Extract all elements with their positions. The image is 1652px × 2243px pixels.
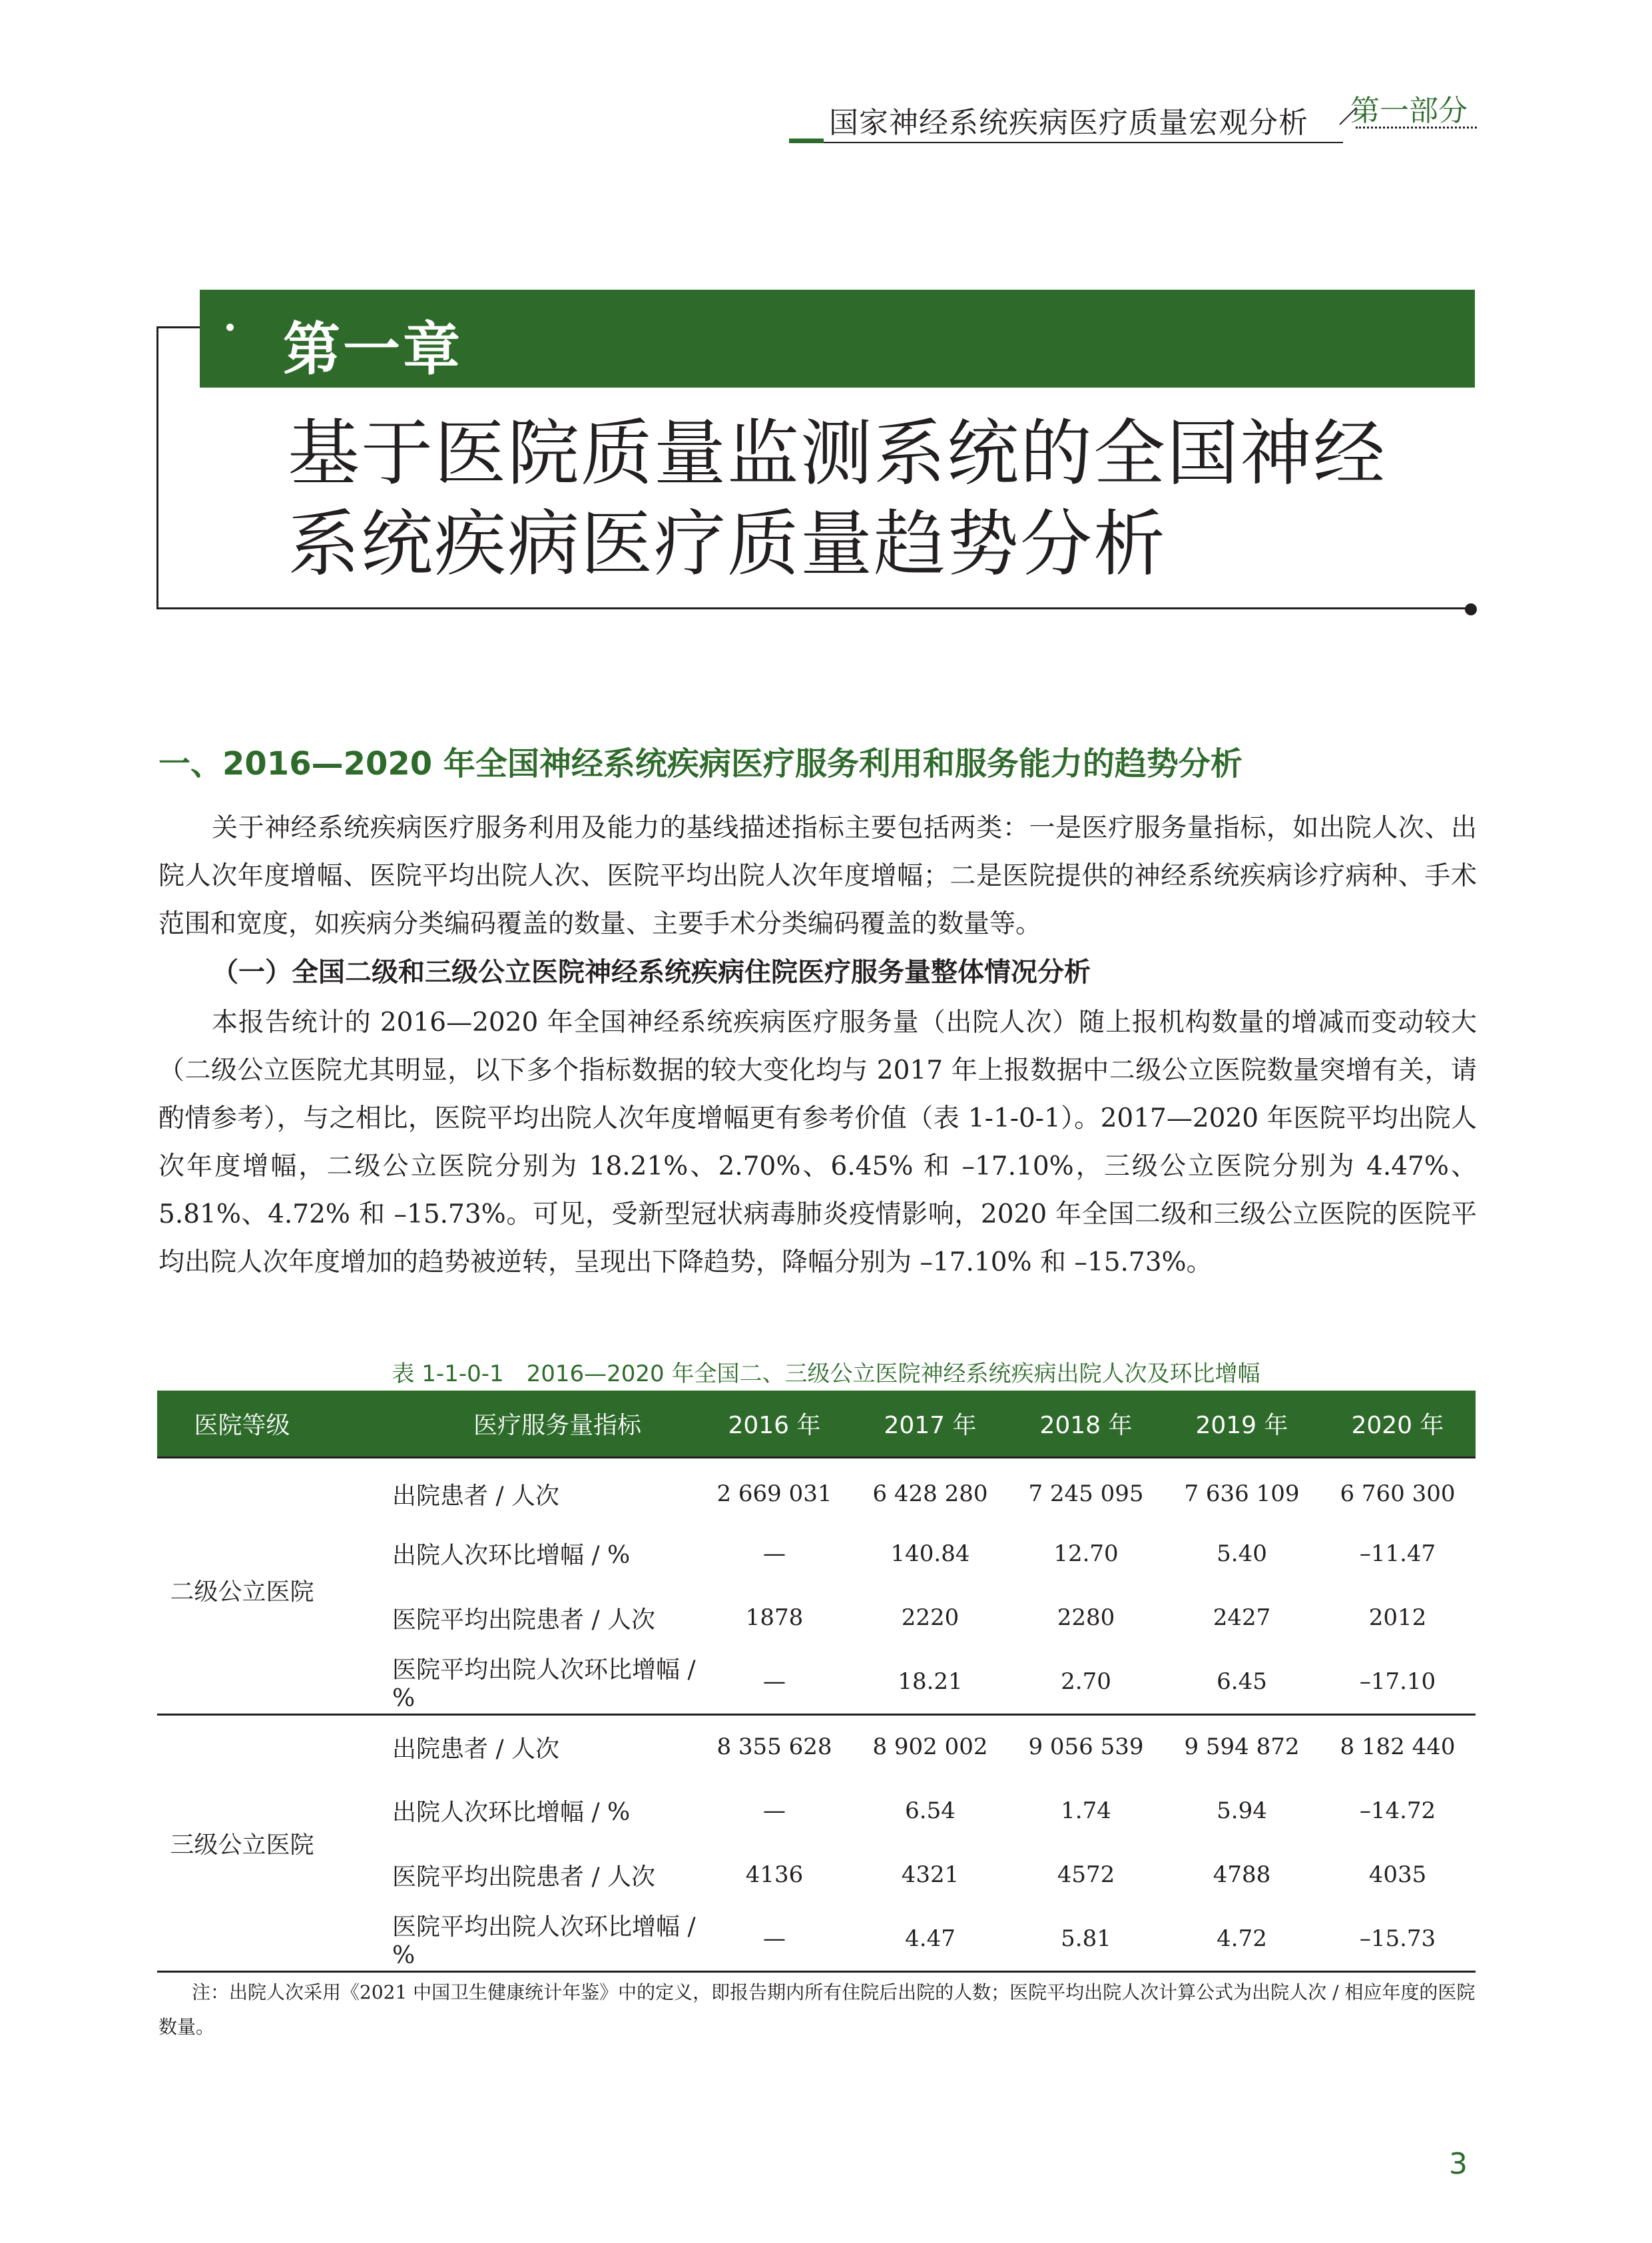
header-year-2018: 2018 年 bbox=[1039, 1411, 1133, 1439]
value-cell: 6.45 bbox=[1217, 1668, 1267, 1695]
table-row bbox=[157, 1907, 1476, 1972]
value-cell: 9 056 539 bbox=[1028, 1734, 1144, 1760]
value-cell: 1878 bbox=[745, 1604, 804, 1632]
indicator-cell: 出院患者 / 人次 bbox=[392, 1482, 560, 1510]
table-row bbox=[157, 1650, 1476, 1715]
value-cell: 12.70 bbox=[1053, 1540, 1119, 1567]
value-cell: 8 182 440 bbox=[1340, 1734, 1456, 1760]
header-year-2016: 2016 年 bbox=[728, 1411, 821, 1439]
value-cell: –17.10 bbox=[1359, 1668, 1436, 1695]
value-cell: 2012 bbox=[1368, 1604, 1427, 1632]
value-cell: –15.73 bbox=[1359, 1925, 1436, 1952]
value-cell: 5.81 bbox=[1061, 1925, 1111, 1952]
table-row bbox=[157, 1522, 1476, 1586]
header-year-2020: 2020 年 bbox=[1351, 1411, 1444, 1439]
value-cell: 2280 bbox=[1057, 1604, 1115, 1632]
value-cell: 4136 bbox=[745, 1861, 804, 1889]
table-row bbox=[157, 1779, 1476, 1843]
value-cell: — bbox=[763, 1925, 786, 1952]
data-table bbox=[157, 1391, 1476, 1973]
indicator-cell: 出院人次环比增幅 / % bbox=[392, 1799, 631, 1827]
indicator-cell: 出院人次环比增幅 / % bbox=[392, 1542, 631, 1570]
value-cell: 8 902 002 bbox=[872, 1734, 988, 1760]
table-header-row bbox=[157, 1391, 1476, 1457]
value-cell: 1.74 bbox=[1061, 1797, 1111, 1824]
value-cell: 7 636 109 bbox=[1184, 1480, 1300, 1507]
table-row bbox=[157, 1457, 1476, 1522]
header-rule-accent bbox=[789, 139, 824, 143]
value-cell: 140.84 bbox=[890, 1540, 970, 1567]
value-cell: 4321 bbox=[901, 1861, 960, 1889]
header-indicator: 医疗服务量指标 bbox=[473, 1411, 642, 1439]
value-cell: 6 760 300 bbox=[1340, 1480, 1456, 1507]
value-cell: –11.47 bbox=[1359, 1540, 1436, 1567]
value-cell: 8 355 628 bbox=[716, 1734, 832, 1760]
paragraph-intro: 关于神经系统疾病医疗服务利用及能力的基线描述指标主要包括两类：一是医疗服务量指标，如出院人次、出院人次年度增幅、医院平均出院人次、医院平均出院人次年度增幅；二是医院提供的神经系统疾病诊疗病种、手术范围和宽度，如疾病分类编码覆盖的数量、主要手术分类编码覆盖的数量等。 bbox=[158, 813, 1477, 939]
table-row bbox=[157, 1843, 1476, 1907]
paragraph-analysis: 本报告统计的 2016—2020 年全国神经系统疾病医疗服务量（出院人次）随上报机构数量的增减而变动较大（二级公立医院尤其明显，以下多个指标数据的较大变化均与 2017 年上报数据中二级公立医院数量突增有关，请酌情参考），与之相比，医院平均出院人次年度增幅更有参考价值（表 1-1-0-1）。2017—2020 年医院平均出院人次年度增幅，二级公立医院分别为 18.21%、2.70%、6.45% 和 –17.10%，三级公立医院分别为 4.47%、5.81%、4.72% 和 –15.73%。可见，受新型冠状病毒肺炎疫情影响，2020 年全国二级和三级公立医院的医院平均出院人次年度增加的趋势被逆转，呈现出下降趋势，降幅分别为 –17.10% 和 –15.73%。 bbox=[158, 1008, 1477, 1277]
value-cell: 4.72 bbox=[1217, 1925, 1267, 1952]
part-label: 第一部分 bbox=[1350, 94, 1468, 128]
page-number: 3 bbox=[1449, 2147, 1468, 2181]
table-note: 注：出院人次采用《2021 中国卫生健康统计年鉴》中的定义，即报告期内所有住院后出院的人数；医院平均出院人次计算公式为出院人次 / 相应年度的医院数量。 bbox=[158, 1981, 1476, 2038]
table-row bbox=[157, 1586, 1476, 1650]
chapter-bullet-icon bbox=[226, 324, 234, 331]
indicator-cell: 出院患者 / 人次 bbox=[392, 1735, 560, 1763]
value-cell: 6 428 280 bbox=[872, 1480, 988, 1507]
value-cell: 2 669 031 bbox=[716, 1480, 832, 1507]
value-cell: — bbox=[763, 1668, 786, 1695]
chapter-title: 基于医院质量监测系统的全国神经系统疾病医疗质量趋势分析 bbox=[288, 412, 1387, 586]
header-year-2017: 2017 年 bbox=[884, 1411, 977, 1439]
value-cell: 4.47 bbox=[905, 1925, 956, 1952]
section-heading: 一、2016—2020 年全国神经系统疾病医疗服务利用和服务能力的趋势分析 bbox=[158, 745, 1242, 783]
value-cell: 2427 bbox=[1213, 1604, 1271, 1632]
value-cell: — bbox=[763, 1797, 786, 1824]
header-hospital-level: 医院等级 bbox=[194, 1411, 290, 1439]
header-rule bbox=[824, 142, 1343, 143]
value-cell: 5.94 bbox=[1217, 1797, 1267, 1824]
indicator-cell: 医院平均出院人次环比增幅 / % bbox=[392, 1656, 696, 1712]
value-cell: 4572 bbox=[1057, 1861, 1115, 1889]
indicator-cell: 医院平均出院患者 / 人次 bbox=[392, 1863, 656, 1891]
indicator-cell: 医院平均出院患者 / 人次 bbox=[392, 1606, 656, 1634]
value-cell: 6.54 bbox=[905, 1797, 956, 1824]
value-cell: –14.72 bbox=[1359, 1797, 1436, 1824]
value-cell: 9 594 872 bbox=[1184, 1734, 1300, 1760]
value-cell: 2.70 bbox=[1061, 1668, 1111, 1695]
chapter-frame-dot bbox=[1465, 603, 1477, 615]
value-cell: 4788 bbox=[1213, 1861, 1271, 1889]
value-cell: 18.21 bbox=[898, 1668, 963, 1695]
value-cell: 2220 bbox=[901, 1604, 960, 1632]
subsection-heading: （一）全国二级和三级公立医院神经系统疾病住院医疗服务量整体情况分析 bbox=[212, 956, 1091, 988]
indicator-cell: 医院平均出院人次环比增幅 / % bbox=[392, 1913, 696, 1969]
value-cell: 7 245 095 bbox=[1028, 1480, 1144, 1507]
table-caption: 表 1-1-0-1 2016—2020 年全国二、三级公立医院神经系统疾病出院人次及环比增幅 bbox=[392, 1361, 1260, 1387]
running-header bbox=[0, 0, 1652, 160]
chapter-label: 第一章 bbox=[283, 316, 463, 383]
value-cell: 4035 bbox=[1368, 1861, 1427, 1889]
value-cell: 5.40 bbox=[1217, 1540, 1267, 1567]
running-title: 国家神经系统疾病医疗质量宏观分析 bbox=[829, 106, 1308, 140]
value-cell: — bbox=[763, 1540, 786, 1567]
group-label-secondary: 二级公立医院 bbox=[170, 1578, 314, 1606]
group-label-tertiary: 三级公立医院 bbox=[170, 1831, 314, 1859]
header-year-2019: 2019 年 bbox=[1195, 1411, 1288, 1439]
table-row bbox=[157, 1714, 1476, 1779]
header-rule-dotted bbox=[1356, 127, 1477, 129]
